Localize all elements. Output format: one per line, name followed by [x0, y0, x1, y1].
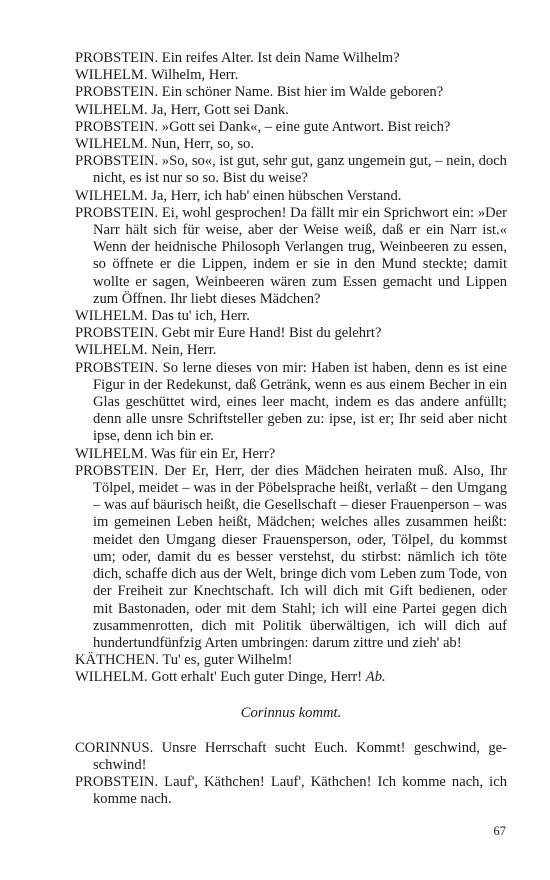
speaker-name: WILHELM.: [75, 445, 148, 462]
speech-text: »So, so«, ist gut, sehr gut, ganz ungemein gut, – nein, doch nicht, es ist nur so so. Bist du weise?: [93, 153, 507, 187]
speech-line: [75, 342, 507, 359]
speech-text: Das tu' ich, Herr.: [151, 308, 250, 325]
speaker-name: WILHELM.: [75, 67, 148, 84]
speech-line: [75, 84, 507, 101]
speech-text: Gott erhalt' Euch guter Dinge, Herr!: [151, 669, 363, 686]
speech-text: Tu' es, guter Wilhelm!: [162, 652, 293, 669]
speech-line: [75, 652, 507, 669]
speaker-name: PROBSTEIN.: [75, 774, 159, 791]
speaker-name: WILHELM.: [75, 342, 148, 359]
speech-line: [75, 188, 507, 205]
speaker-name: KÄTHCHEN.: [75, 652, 159, 669]
page-text-block: [75, 50, 507, 809]
dialogue-block-1: [75, 50, 507, 687]
speech-line: [75, 308, 507, 325]
speech-line: [75, 102, 507, 119]
page-number: 67: [493, 824, 506, 838]
speech-text: Ja, Herr, Gott sei Dank.: [151, 101, 289, 118]
speaker-name: CORINNUS.: [75, 739, 154, 756]
speech-line: [75, 153, 507, 187]
speech-text: Ein reifes Alter. Ist dein Name Wilhelm?: [161, 50, 400, 66]
dialogue-block-2: [75, 740, 507, 809]
speech-text: Ja, Herr, ich hab' einen hübschen Verstand.: [151, 187, 402, 204]
speech-line: [75, 669, 507, 686]
speech-text: Der Er, Herr, der dies Mädchen heiraten muß. Also, Ihr Tölpel, meidet – was in der Pöbelsprache heißt, verlaßt – den Umgang – was auf bäurisch heißt, die Gesellschaft – dieser Frauenperson – was im gemeinen Leben heißt, Mädchen; welches alles zusammen heißt: meidet den Umgang dieser Frauensperson, oder, Tölpel, du kommst um; oder, damit du es besser verstehst, du stirbst: nämlich ich töte dich, schaffe dich aus der Welt, bringe dich vom Leben zum Tode, von der Freiheit zur Knechtschaft. Ich will dich mit Gift bedienen, oder mit Bastonaden, oder mit dem Stahl; ich will eine Partei gegen dich zusammenrotten, dich mit Politik überwältigen, ich will dich auf hundertundfünfzig Arten umbringen: darum zittre und zieh' ab!: [93, 462, 508, 651]
speaker-name: WILHELM.: [75, 136, 148, 153]
speech-line: [75, 205, 507, 308]
stage-direction: Corinnus kommt.: [240, 704, 342, 721]
speech-line: [75, 446, 507, 463]
speech-line: [75, 325, 507, 342]
speech-text: Lauf', Käthchen! Lauf', Käthchen! Ich komme nach, ich komme nach.: [93, 774, 507, 808]
speech-text: Was für ein Er, Herr?: [150, 445, 276, 462]
speech-line: [75, 119, 507, 136]
speech-text: Nein, Herr.: [151, 342, 217, 359]
speech-line: [75, 360, 507, 446]
speech-text: Unsre Herrschaft sucht Euch. Kommt! geschwind, geschwind!: [93, 739, 507, 773]
speech-line: [75, 67, 507, 84]
speech-text: Ei, wohl gesprochen! Da fällt mir ein Sprichwort ein: »Der Narr hält sich für weise, aber der Weise weiß, daß er ein Narr ist.« Wenn der heidnische Philosoph Verlangen trug, Weinbeeren zu essen, so öffnete er die Lippen, indem er sie in den Mund steckte; damit wollte er sagen, Weinbeeren wären zum Essen gemacht und Lippen zum Öffnen. Ihr liebt dieses Mädchen?: [93, 204, 507, 307]
speech-line: [75, 740, 507, 774]
speaker-name: PROBSTEIN.: [75, 153, 159, 170]
speaker-name: PROBSTEIN.: [75, 204, 159, 221]
speech-text: Nun, Herr, so, so.: [151, 136, 254, 153]
speaker-name: PROBSTEIN.: [75, 84, 159, 101]
speech-text: So lerne dieses von mir: Haben ist haben, denn es ist eine Figur in der Redekunst, daß Getränk, wenn es aus einem Becher in ein Glas geschüttet wird, eines leer macht, indem es das andere anfüllt; denn alle unsre Schriftsteller geben zu: ipse, ist er; Ihr seid aber nicht ipse, denn ich bin er.: [93, 359, 507, 445]
speech-text: »Gott sei Dank«, – eine gute Antwort. Bist reich?: [161, 118, 451, 135]
speaker-name: WILHELM.: [75, 101, 148, 118]
speech-text: Gebt mir Eure Hand! Bist du gelehrt?: [161, 325, 382, 342]
stage-direction-inline: Ab.: [365, 669, 386, 686]
speaker-name: PROBSTEIN.: [75, 118, 159, 135]
speaker-name: WILHELM.: [75, 669, 148, 686]
speaker-name: PROBSTEIN.: [75, 50, 159, 66]
speaker-name: PROBSTEIN.: [75, 359, 159, 376]
speaker-name: PROBSTEIN.: [75, 462, 159, 479]
speech-line: [75, 774, 507, 808]
speech-line: [75, 50, 507, 67]
speech-text: Wilhelm, Herr.: [150, 67, 239, 84]
speaker-name: WILHELM.: [75, 187, 148, 204]
speaker-name: PROBSTEIN.: [75, 325, 159, 342]
speaker-name: WILHELM.: [75, 308, 148, 325]
speech-line: [75, 463, 507, 652]
speech-line: [75, 136, 507, 153]
speech-text: Ein schöner Name. Bist hier im Walde geboren?: [161, 84, 444, 101]
